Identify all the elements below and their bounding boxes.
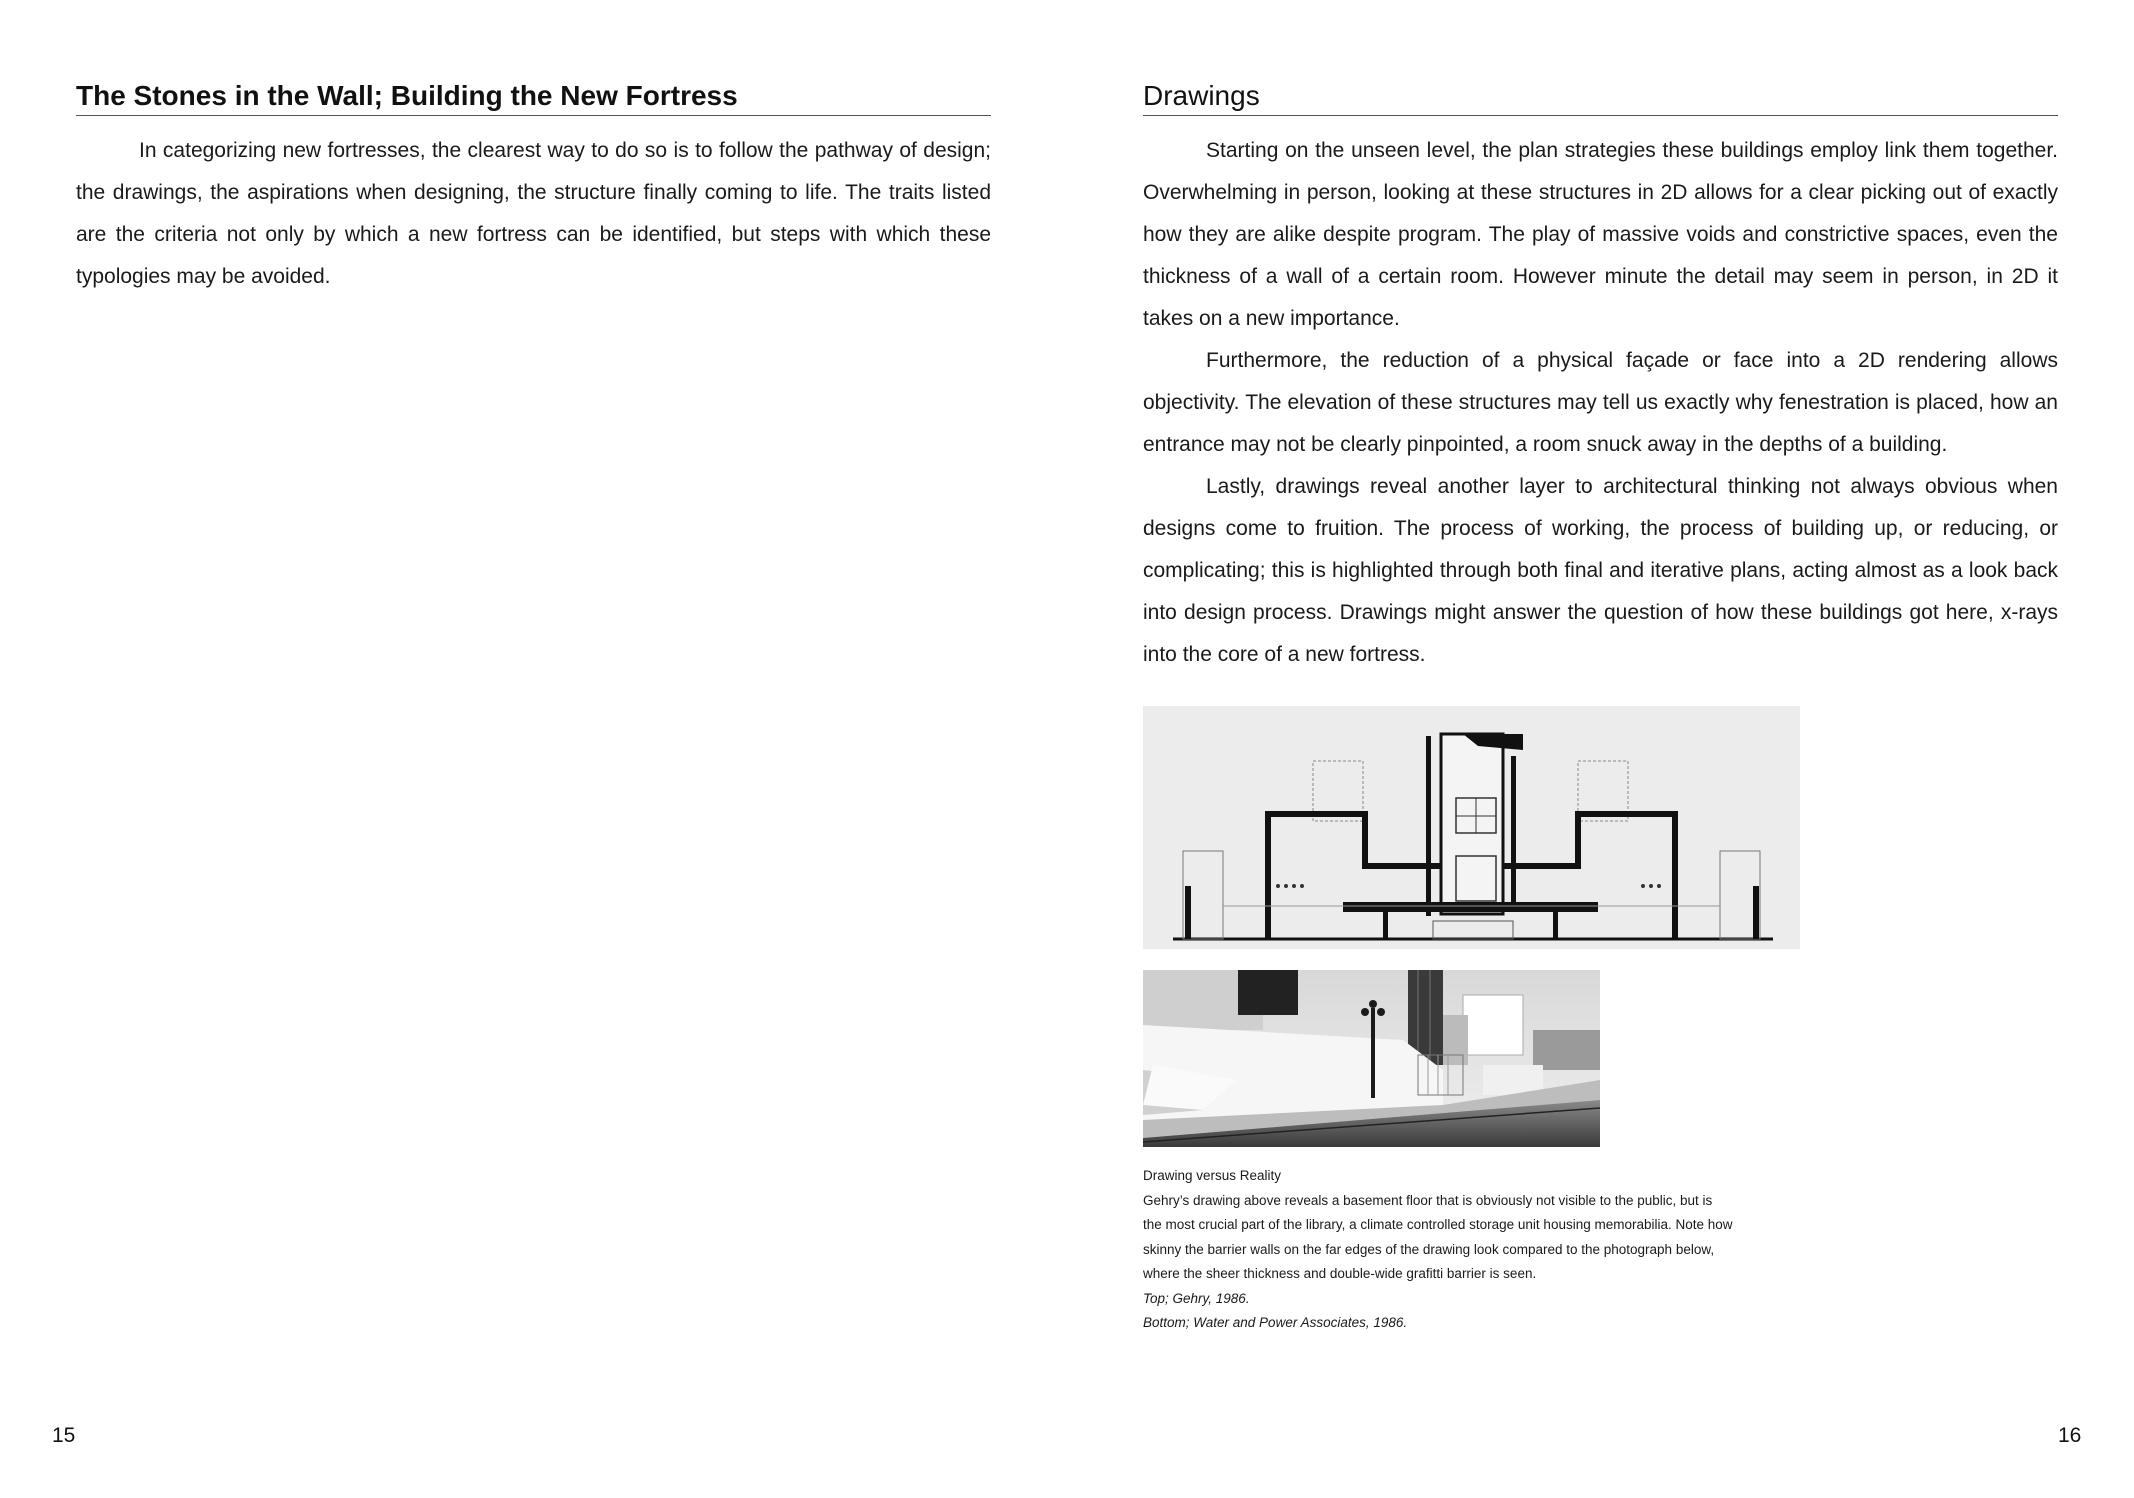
left-paragraph-1: In categorizing new fortresses, the clearest way to do so is to follow the pathway of design; the drawings, the aspirations when designing, the structure finally coming to life. The traits listed are the criteria not only by which a new fortress can be identified, but steps with which these typologies may be avoided. (76, 139, 991, 288)
caption-line-4: where the sheer thickness and double-wide grafitti barrier is seen. (1143, 1266, 1537, 1281)
caption-line-2: the most crucial part of the library, a climate controlled storage unit housing memorabilia. Note how (1143, 1217, 1733, 1232)
caption-credit-top: Top; Gehry, 1986. (1143, 1290, 1250, 1306)
right-page-number: 16 (2058, 1424, 2082, 1447)
right-page-heading: Drawings (1143, 78, 2058, 116)
caption-title: Drawing versus Reality (1143, 1168, 1282, 1183)
right-paragraph-3: Lastly, drawings reveal another layer to architectural thinking not always obvious when designs come to fruition. The process of working, the process of building up, or reducing, or complicating; this is highlighted through both final and iterative plans, acting almost as a look back into design process. Drawings might answer the question of how these buildings got here, x-rays into the core of a new fortress. (1143, 475, 2058, 666)
figure-caption (1143, 1164, 1843, 1336)
left-page-number: 15 (52, 1424, 76, 1447)
street-photograph-illustration (1143, 970, 1600, 1147)
right-page (1067, 0, 2134, 1498)
section-drawing-image (1143, 706, 1800, 949)
caption-line-3: skinny the barrier walls on the far edges of the drawing look compared to the photograph below, (1143, 1241, 1715, 1257)
caption-line-1: Gehry’s drawing above reveals a basement floor that is obviously not visible to the public, but is (1143, 1192, 1713, 1208)
left-page-heading: The Stones in the Wall; Building the New Fortress (76, 78, 991, 116)
street-photograph-image (1143, 970, 1600, 1147)
right-page-body (1143, 130, 2058, 676)
right-paragraph-1: Starting on the unseen level, the plan strategies these buildings employ link them together. Overwhelming in person, looking at these structures in 2D allows for a clear picking out of exactly how they are alike despite program. The play of massive voids and constrictive spaces, even the thickness of a wall of a certain room. However minute the detail may seem in person, in 2D it takes on a new importance. (1143, 139, 2058, 330)
left-page-body (76, 130, 991, 298)
right-paragraph-2: Furthermore, the reduction of a physical façade or face into a 2D rendering allows objectivity. The elevation of these structures may tell us exactly why fenestration is placed, how an entrance may not be clearly pinpointed, a room snuck away in the depths of a building. (1143, 349, 2058, 456)
caption-credit-bottom: Bottom; Water and Power Associates, 1986. (1143, 1315, 1408, 1330)
section-drawing-illustration (1143, 706, 1800, 949)
